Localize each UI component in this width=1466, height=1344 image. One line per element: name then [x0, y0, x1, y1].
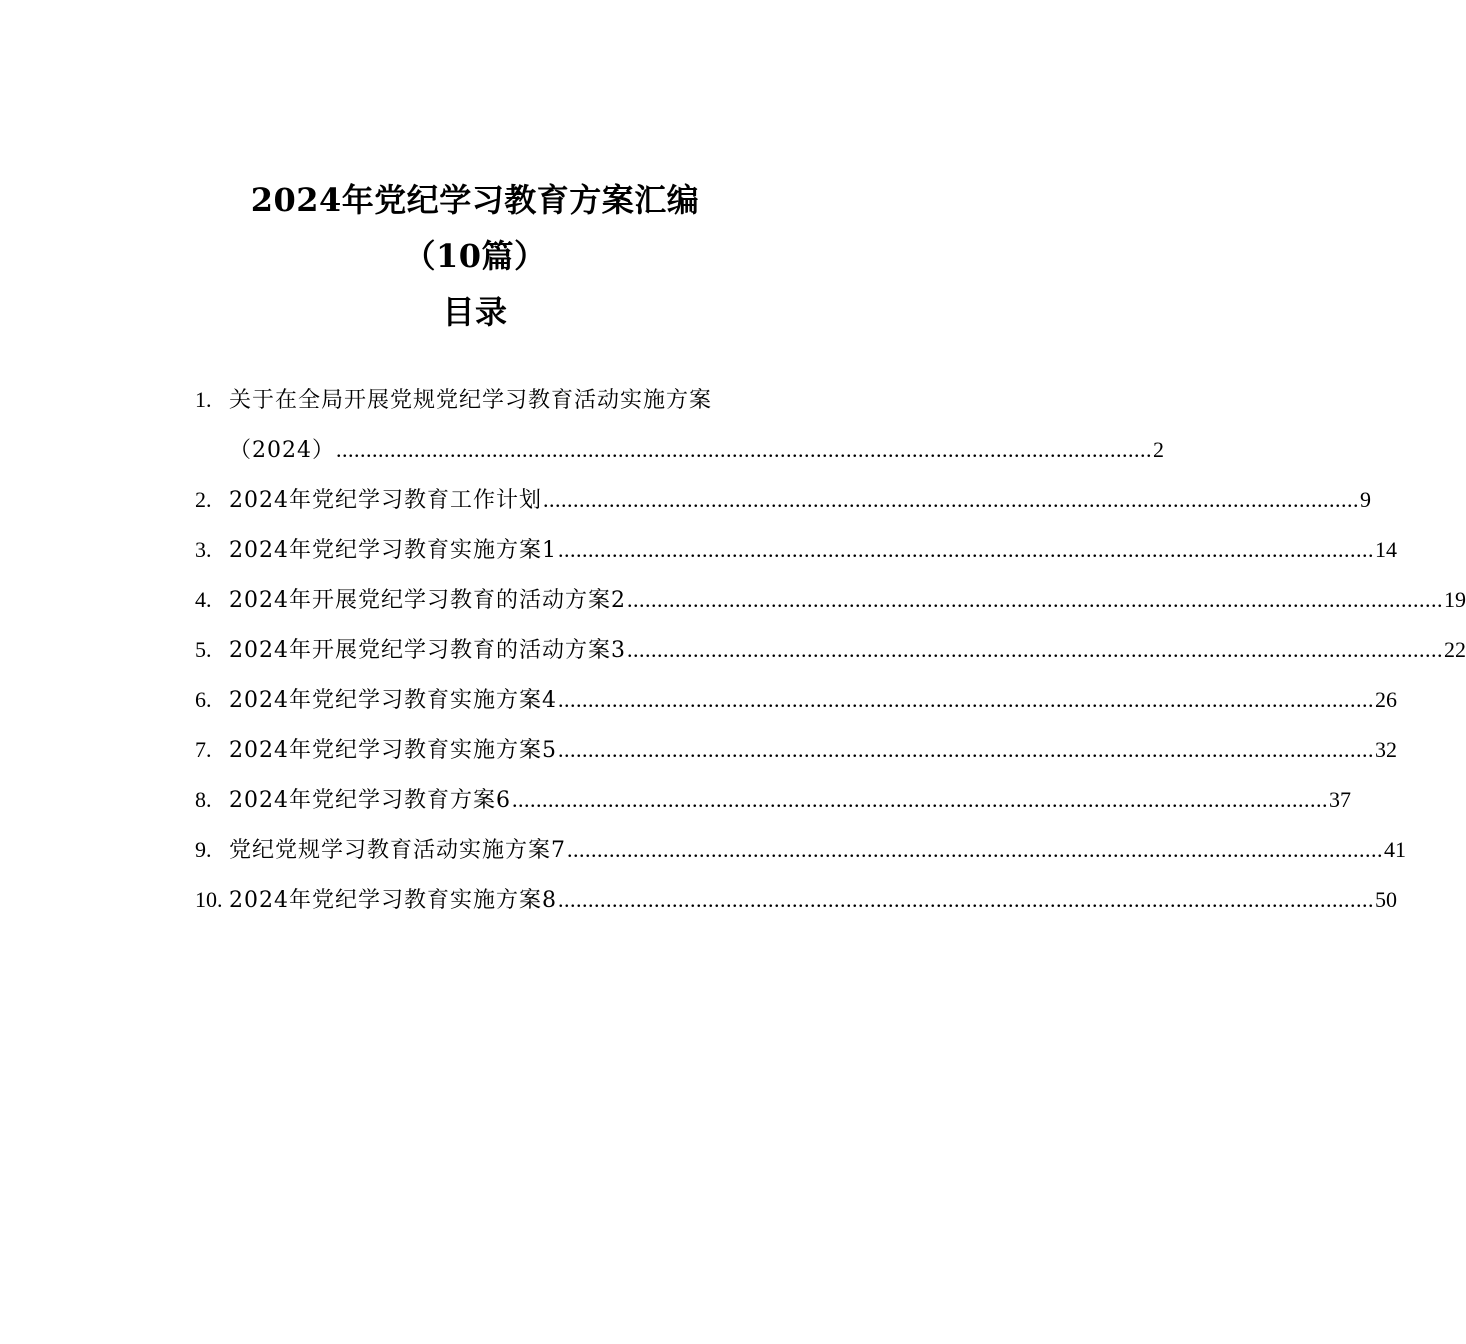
toc-entry-page[interactable]: 32	[1375, 737, 1397, 762]
toc-heading: 目录	[442, 293, 508, 331]
toc-entry-title[interactable]: 2024年党纪学习教育实施方案4	[229, 688, 557, 713]
toc-leader-dots: ........................................................................................................................................	[558, 687, 1374, 712]
toc-entry-4[interactable]	[195, 580, 1466, 630]
toc-entry-title[interactable]: 关于在全局开展党规党纪学习教育活动实施方案	[229, 388, 713, 413]
table-of-contents	[195, 380, 1466, 930]
toc-entry-page[interactable]: 37	[1329, 787, 1351, 812]
toc-entry-number: 6.	[195, 687, 212, 712]
toc-leader-dots: ........................................................................................................................................	[558, 537, 1374, 562]
toc-entry-number: 4.	[195, 587, 212, 612]
title-block	[0, 172, 950, 340]
toc-entry-title[interactable]: 2024年党纪学习教育实施方案5	[229, 738, 557, 763]
toc-entry-7[interactable]	[195, 730, 1397, 780]
toc-entry-title[interactable]: 2024年党纪学习教育实施方案8	[229, 888, 557, 913]
toc-entry-1-line1[interactable]	[195, 380, 807, 430]
toc-leader-dots: ........................................................................................................................................	[567, 837, 1383, 862]
toc-entry-number: 8.	[195, 787, 212, 812]
toc-entry-number: 1.	[195, 387, 212, 412]
toc-entry-page[interactable]: 19	[1444, 587, 1466, 612]
toc-entry-title[interactable]: 党纪党规学习教育活动实施方案7	[229, 838, 566, 863]
toc-entry-10[interactable]	[195, 880, 1397, 930]
toc-entry-page[interactable]: 22	[1444, 637, 1466, 662]
toc-entry-title[interactable]: 2024年党纪学习教育实施方案1	[229, 538, 557, 563]
toc-leader-dots: ........................................................................................................................................	[558, 737, 1374, 762]
toc-entry-title-continued[interactable]: （2024）	[229, 438, 335, 463]
toc-entry-number: 2.	[195, 487, 212, 512]
document-title: 2024年党纪学习教育方案汇编	[250, 181, 700, 219]
document-subtitle: （10篇）	[403, 237, 547, 275]
toc-entry-title[interactable]: 2024年开展党纪学习教育的活动方案3	[229, 638, 626, 663]
toc-leader-dots: ........................................................................................................................................	[627, 587, 1443, 612]
toc-entry-page[interactable]: 41	[1384, 837, 1406, 862]
toc-entry-page[interactable]: 2	[1153, 437, 1164, 462]
toc-entry-title[interactable]: 2024年开展党纪学习教育的活动方案2	[229, 588, 626, 613]
toc-entry-9[interactable]	[195, 830, 1406, 880]
toc-entry-title[interactable]: 2024年党纪学习教育方案6	[229, 788, 511, 813]
toc-entry-title[interactable]: 2024年党纪学习教育工作计划	[229, 488, 542, 513]
toc-entry-number: 9.	[195, 837, 212, 862]
toc-entry-8[interactable]	[195, 780, 1351, 830]
toc-entry-2[interactable]	[195, 480, 1371, 530]
toc-entry-page[interactable]: 14	[1375, 537, 1397, 562]
toc-entry-page[interactable]: 26	[1375, 687, 1397, 712]
toc-leader-dots: ........................................................................................................................................	[627, 637, 1443, 662]
toc-entry-6[interactable]	[195, 680, 1397, 730]
toc-leader-dots: ........................................................................................................................................	[336, 437, 1152, 462]
toc-leader-dots: ........................................................................................................................................	[558, 887, 1374, 912]
toc-entry-3[interactable]	[195, 530, 1397, 580]
toc-leader-dots: ........................................................................................................................................	[543, 487, 1359, 512]
toc-entry-1-line2[interactable]	[195, 430, 1164, 480]
toc-entry-number: 3.	[195, 537, 212, 562]
toc-entry-number: 7.	[195, 737, 212, 762]
toc-leader-dots: ........................................................................................................................................	[512, 787, 1328, 812]
toc-entry-page[interactable]: 9	[1360, 487, 1371, 512]
toc-entry-number: 10.	[195, 887, 223, 912]
toc-entry-number: 5.	[195, 637, 212, 662]
toc-entry-page[interactable]: 50	[1375, 887, 1397, 912]
toc-entry-5[interactable]	[195, 630, 1466, 680]
